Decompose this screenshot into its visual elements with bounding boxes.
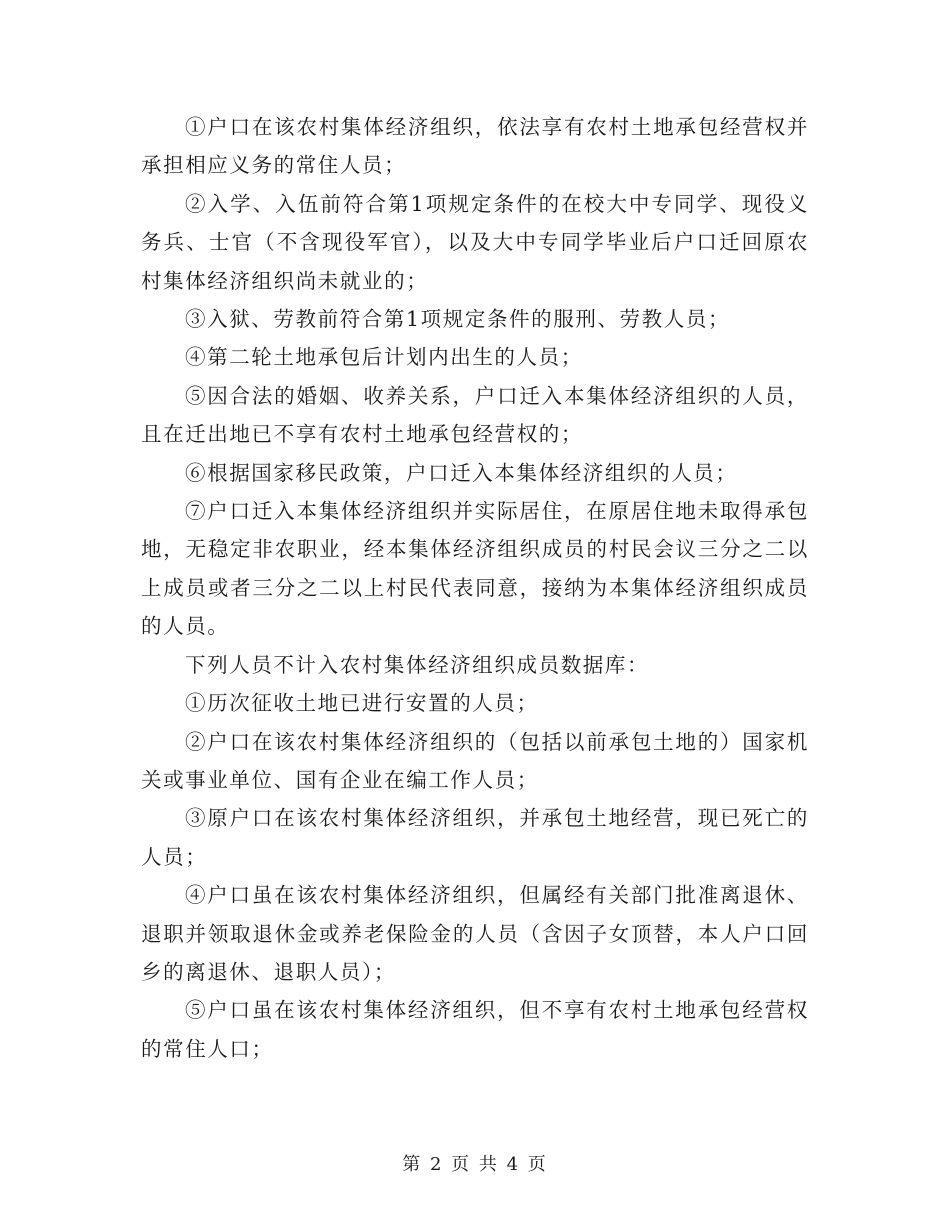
- paragraph-member-criteria-1: ①户口在该农村集体经济组织，依法享有农村土地承包经营权并承担相应义务的常住人员；: [141, 115, 809, 178]
- document-body: [141, 108, 809, 1068]
- paragraph-exclusion-heading: 下列人员不计入农村集体经济组织成员数据库：: [185, 652, 650, 677]
- paragraph-member-criteria-7: ⑦户口迁入本集体经济组织并实际居住，在原居住地未取得承包地，无稳定非农职业，经本集体经济组织成员的村民会议三分之二以上成员或者三分之二以上村民代表同意，接纳为本集体经济组织成员的人员。: [141, 499, 809, 639]
- paragraph-exclusion-4: ④户口虽在该农村集体经济组织，但属经有关部门批准离退休、退职并领取退休金或养老保险金的人员（含因子女顶替，本人户口回乡的离退休、退职人员）；: [141, 883, 809, 984]
- paragraph-exclusion-5: ⑤户口虽在该农村集体经济组织，但不享有农村土地承包经营权的常住人口；: [141, 998, 809, 1061]
- paragraph-member-criteria-6: ⑥根据国家移民政策，户口迁入本集体经济组织的人员；: [185, 460, 738, 485]
- paragraph-exclusion-2: ②户口在该农村集体经济组织的（包括以前承包土地的）国家机关或事业单位、国有企业在编工作人员；: [141, 729, 809, 792]
- paragraph-member-criteria-3: ③入狱、劳教前符合第1项规定条件的服刑、劳教人员；: [185, 307, 731, 332]
- page-number-footer: 第 2 页 共 4 页: [402, 1154, 548, 1175]
- paragraph-exclusion-1: ①历次征收土地已进行安置的人员；: [185, 691, 539, 716]
- paragraph-exclusion-3: ③原户口在该农村集体经济组织，并承包土地经营，现已死亡的人员；: [141, 806, 809, 869]
- paragraph-member-criteria-5: ⑤因合法的婚姻、收养关系，户口迁入本集体经济组织的人员，且在迁出地已不享有农村土地承包经营权的；: [141, 383, 809, 447]
- paragraph-member-criteria-4: ④第二轮土地承包后计划内出生的人员；: [185, 345, 583, 370]
- paragraph-member-criteria-2: ②入学、入伍前符合第1项规定条件的在校大中专同学、现役义务兵、士官（不含现役军官），以及大中专同学毕业后户口迁回原农村集体经济组织尚未就业的；: [141, 191, 809, 293]
